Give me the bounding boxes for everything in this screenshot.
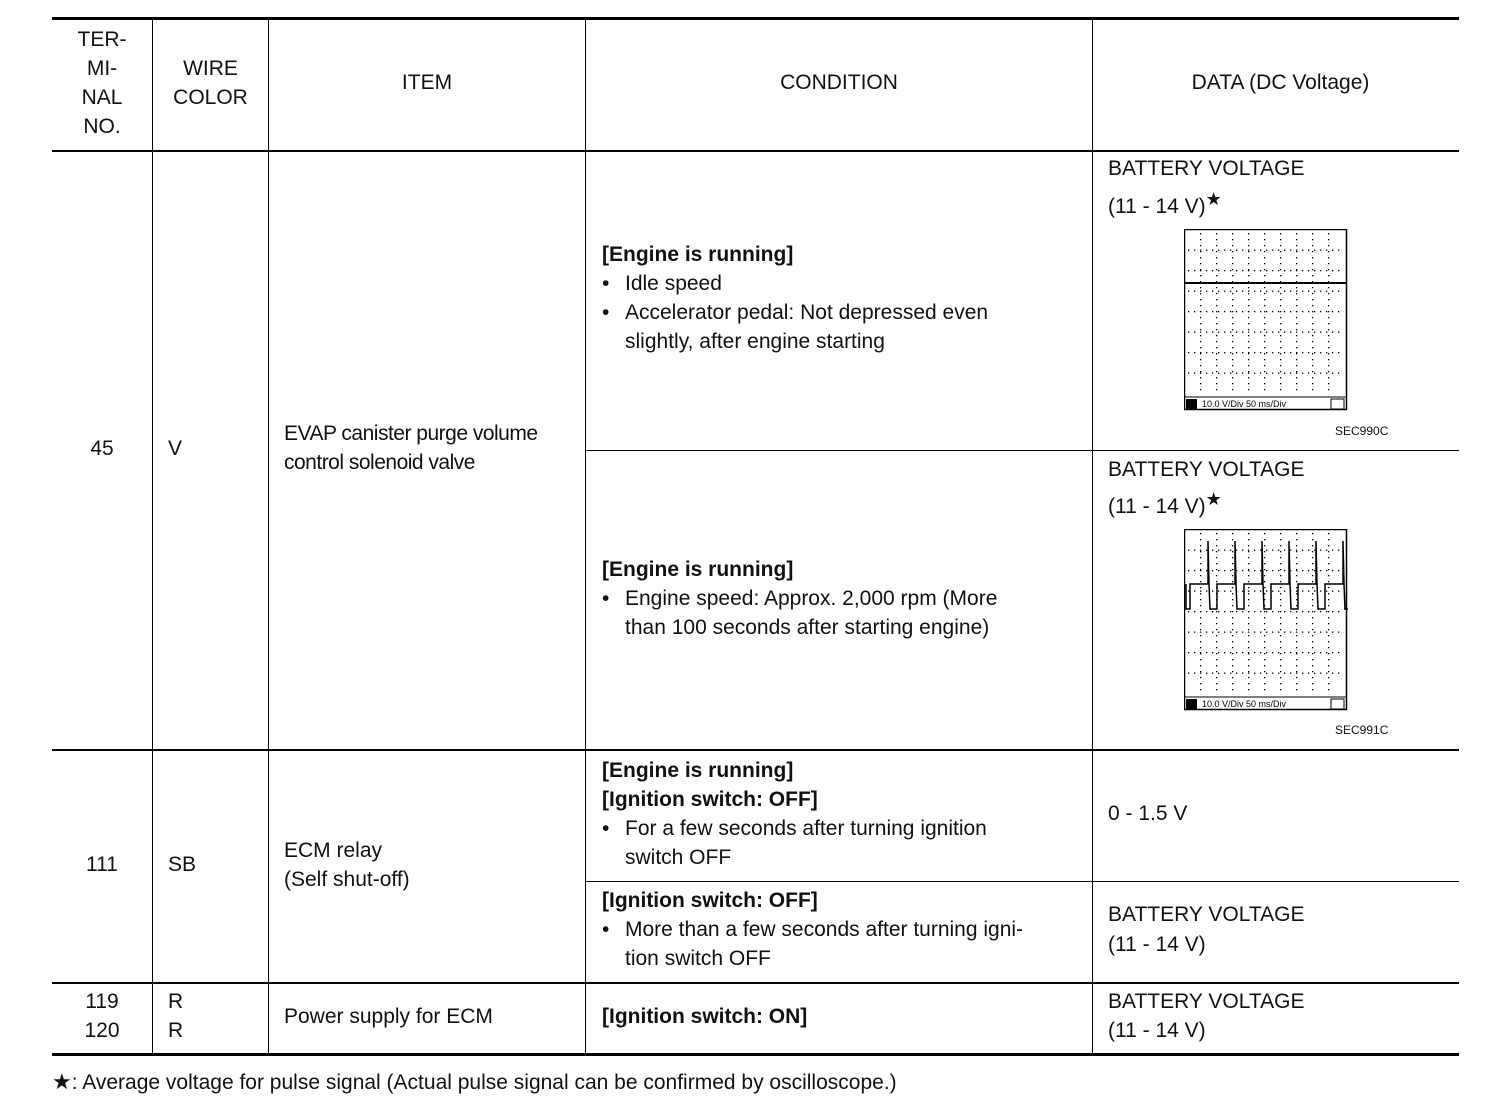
row45-c1-scope-label: 10.0 V/Div 50 ms/Div — [1202, 399, 1287, 409]
row45-c2-title: [Engine is running] — [602, 558, 794, 581]
row-divider-119 — [52, 982, 1459, 984]
row45-c2-data-range: (11 - 14 V)★ — [1108, 489, 1222, 518]
row45-c2-data-label: BATTERY VOLTAGE — [1108, 458, 1305, 481]
star-icon: ★ — [1205, 489, 1222, 509]
col-divider-2 — [268, 20, 269, 1054]
row119-item: Power supply for ECM — [284, 1005, 493, 1028]
row45-c1-data-range: (11 - 14 V)★ — [1108, 189, 1222, 218]
row45-c2-scope-label: 10.0 V/Div 50 ms/Div — [1202, 699, 1287, 709]
header-bottom-rule — [52, 150, 1459, 152]
header-wire-color: WIRE COLOR — [173, 57, 248, 109]
row45-c1-data-label: BATTERY VOLTAGE — [1108, 157, 1305, 180]
row45-c1-bullet2-cont: slightly, after engine starting — [625, 330, 885, 353]
oscilloscope-waveform-idle — [1184, 229, 1348, 411]
star-icon: ★ — [1205, 189, 1222, 209]
col-divider-3 — [585, 20, 586, 1054]
row111-c2-data-range: (11 - 14 V) — [1108, 933, 1206, 956]
table-top-rule — [52, 17, 1459, 20]
col-divider-1 — [152, 20, 153, 1054]
header-data: DATA (DC Voltage) — [1191, 71, 1370, 94]
row111-c2-title: [Ignition switch: OFF] — [602, 889, 818, 912]
row111-divider — [585, 881, 1459, 882]
row45-c2-bullet1-cont: than 100 seconds after starting engine) — [625, 616, 990, 639]
row119-data-range: (11 - 14 V) — [1108, 1019, 1206, 1042]
row45-terminal: 45 — [90, 437, 114, 460]
row111-c2-bullet1-cont: tion switch OFF — [625, 947, 771, 970]
header-item: ITEM — [401, 71, 453, 94]
col-divider-4 — [1092, 20, 1093, 1054]
row45-wire: V — [168, 437, 183, 460]
row45-c2-figure-code: SEC991C — [1335, 723, 1389, 737]
header-condition: CONDITION — [780, 71, 898, 94]
header-terminal: TER- MI- NAL NO. — [77, 28, 127, 138]
table-bottom-rule — [52, 1053, 1459, 1056]
row111-c2-data-label: BATTERY VOLTAGE — [1108, 903, 1305, 926]
row45-c1-title: [Engine is running] — [602, 243, 794, 266]
row111-terminal: 111 — [86, 853, 118, 876]
row119-terminal: 119 120 — [84, 990, 120, 1042]
row111-wire: SB — [168, 853, 197, 876]
row111-c1-title2: [Ignition switch: OFF] — [602, 788, 818, 811]
star-icon: ★ — [52, 1069, 72, 1094]
footnote: ★: Average voltage for pulse signal (Actual pulse signal can be confirmed by oscilloscope.) — [52, 1069, 897, 1094]
row-divider-111 — [52, 749, 1459, 751]
oscilloscope-waveform-2000rpm — [1184, 529, 1348, 711]
row45-divider — [585, 450, 1459, 451]
row119-data-label: BATTERY VOLTAGE — [1108, 990, 1305, 1013]
row111-c1-bullet1-cont: switch OFF — [625, 846, 732, 869]
row111-item: ECM relay (Self shut-off) — [284, 839, 410, 891]
row45-c1-figure-code: SEC990C — [1335, 424, 1389, 438]
row45-item: EVAP canister purge volume control solenoid valve — [284, 422, 538, 474]
row119-condition: [Ignition switch: ON] — [602, 1005, 808, 1028]
row111-c1-title1: [Engine is running] — [602, 759, 794, 782]
row119-wire: R R — [168, 990, 184, 1042]
row111-c1-data: 0 - 1.5 V — [1108, 802, 1188, 825]
